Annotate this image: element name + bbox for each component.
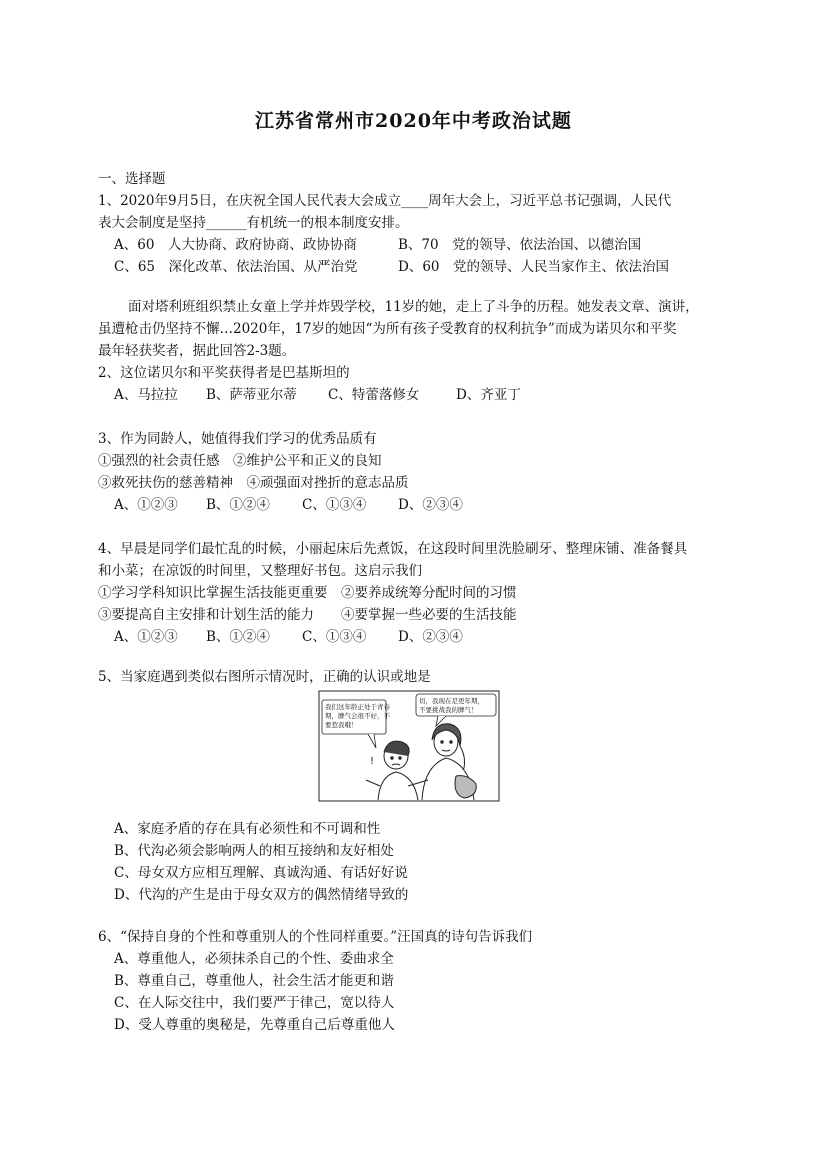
q1-option-a: A、60 人大协商、政府协商、政协协商 (114, 237, 357, 253)
q1-option-d: D、60 党的领导、人民当家作主、依法治国 (398, 259, 670, 275)
q4-option-a: A、①②③ (114, 629, 178, 645)
svg-text:!: ! (370, 756, 375, 767)
q1-stem-line2: 表大会制度是坚持______有机统一的根本制度安排。 (98, 215, 409, 231)
q5-option-d: D、代沟的产生是由于母女双方的偶然情绪导致的 (114, 887, 409, 903)
q5-option-b: B、代沟必须会影响两人的相互接纳和友好相处 (114, 843, 394, 859)
q1-option-b: B、70 党的领导、依法治国、以德治国 (398, 237, 642, 253)
q6-option-c: C、在人际交往中，我们要严于律己，宽以待人 (114, 995, 395, 1011)
q3-items-line2: ③救死扶伤的慈善精神 ④顽强面对挫折的意志品质 (98, 475, 409, 491)
passage-line3: 最年轻获奖者，据此回答2-3题。 (98, 343, 296, 359)
bubble-left-line1: 我们这年龄正处于青春 (325, 703, 390, 711)
q2-option-b: B、萨蒂亚尔蒂 (206, 387, 297, 403)
q3-option-a: A、①②③ (114, 497, 178, 513)
q4-option-b: B、①②④ (206, 629, 270, 645)
q5-stem: 5、当家庭遇到类似右图所示情况时，正确的认识或地是 (98, 669, 431, 685)
q2-option-a: A、马拉拉 (114, 387, 178, 403)
q4-stem-line2: 和小菜；在凉饭的时间里，又整理好书包。这启示我们 (98, 563, 422, 579)
q6-option-d: D、受人尊重的奥秘是，先尊重自己后尊重他人 (114, 1017, 395, 1033)
bubble-right-line2: 不要挑战我的脾气！ (419, 706, 478, 714)
q1-stem-line1: 1、2020年9月5日，在庆祝全国人民代表大会成立____周年大会上，习近平总书记强调，人民代 (98, 193, 672, 209)
q4-items-line2: ③要提高自主安排和计划生活的能力 ④要掌握一些必要的生活技能 (98, 607, 517, 623)
q5-option-a: A、家庭矛盾的存在具有必须性和不可调和性 (114, 821, 381, 837)
q2-option-c: C、特蕾落修女 (328, 387, 420, 403)
q3-option-b: B、①②④ (206, 497, 270, 513)
q5-option-c: C、母女双方应相互理解、真诚沟通、有话好好说 (114, 865, 408, 881)
bubble-left-line2: 期，脾气会很不好，不 (325, 712, 390, 720)
q4-items-line1: ①学习学科知识比掌握生活技能更重要 ②要养成统筹分配时间的习惯 (98, 585, 517, 601)
bubble-left-line3: 要惹我哦！ (325, 721, 358, 729)
bubble-right-line1: 切，我现在是更年期， (419, 697, 484, 705)
q4-stem-line1: 4、早晨是同学们最忙乱的时候，小丽起床后先煮饭，在这段时间里洗脸刷牙、整理床铺、准备餐具 (98, 541, 688, 557)
q2-option-d: D、齐亚丁 (456, 387, 521, 403)
q6-option-a: A、尊重他人，必须抹杀自己的个性、委曲求全 (114, 951, 394, 967)
q4-option-d: D、②③④ (398, 629, 463, 645)
page-title: 江苏省常州市2020年中考政治试题 (255, 110, 572, 132)
q1-option-c: C、65 深化改革、依法治国、从严治党 (114, 259, 358, 275)
q6-option-b: B、尊重自己，尊重他人，社会生活才能更和谐 (114, 973, 394, 989)
q2-stem: 2、这位诺贝尔和平奖获得者是巴基斯坦的 (98, 365, 350, 381)
passage-line2: 虽遭枪击仍坚持不懈…2020年，17岁的她因“为所有孩子受教育的权利抗争”而成为诺贝尔和平奖 (98, 321, 677, 337)
passage-line1: 面对塔利班组织禁止女童上学并炸毁学校，11岁的她，走上了斗争的历程。她发表文章、演讲， (128, 299, 699, 315)
q3-option-c: C、①③④ (302, 497, 367, 513)
section-heading: 一、选择题 (98, 171, 166, 187)
q3-option-d: D、②③④ (398, 497, 463, 513)
q6-stem: 6、“保持自身的个性和尊重别人的个性同样重要。”汪国真的诗句告诉我们 (98, 929, 533, 945)
q3-items-line1: ①强烈的社会责任感 ②维护公平和正义的良知 (98, 453, 382, 469)
q4-option-c: C、①③④ (302, 629, 367, 645)
q3-stem: 3、作为同龄人，她值得我们学习的优秀品质有 (98, 431, 377, 447)
cartoon-illustration (318, 690, 500, 802)
